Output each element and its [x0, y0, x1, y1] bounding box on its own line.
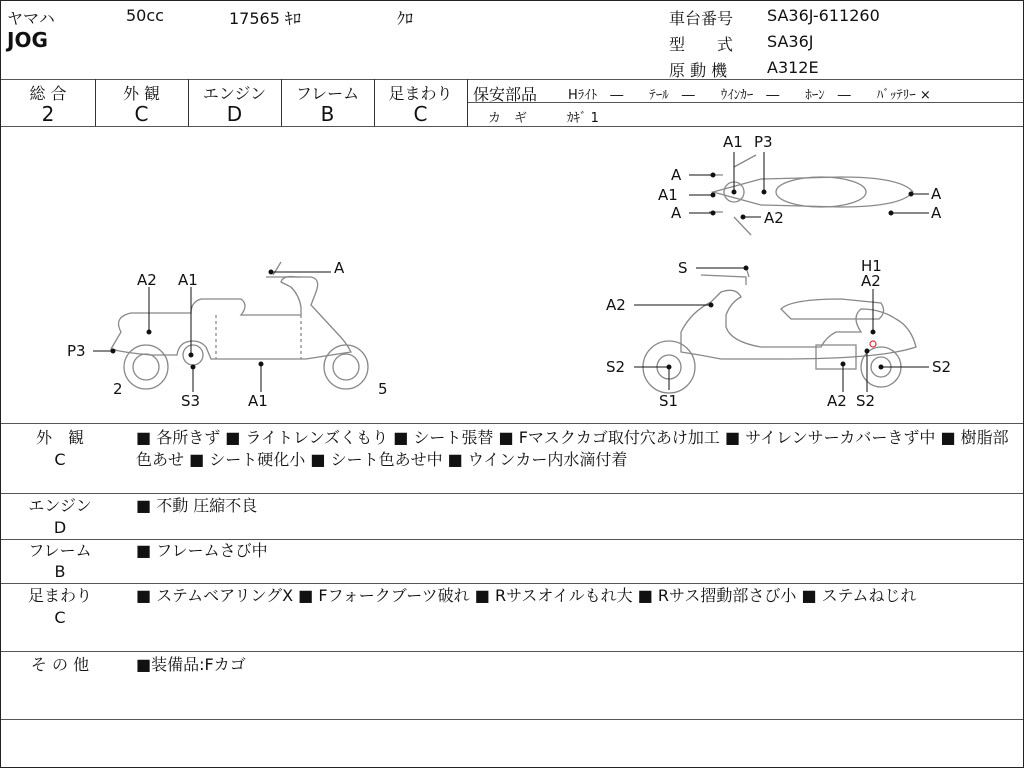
section-suspension-text: ■ ステムベアリングX ■ Fフォークブーツ破れ ■ Rサスオイルもれ大 ■ Rサス摺動部さび小 ■ ステムねじれ [136, 586, 917, 605]
label: A2 [606, 296, 626, 314]
section-engine-text: ■ 不動 圧縮不良 [136, 496, 258, 515]
section-other-label: そ の 他 [30, 655, 90, 674]
section-engine-label: エンジン [28, 496, 92, 515]
label: A [931, 185, 942, 203]
label: A [931, 204, 942, 222]
grade-engine-value: D [226, 102, 243, 126]
type-label: 型 式 [669, 35, 734, 54]
label: S2 [606, 358, 626, 376]
mileage: 17565 ｷﾛ [229, 9, 301, 28]
section-exterior-text: ■ 各所きず ■ ライトレンズくもり ■ シート張替 ■ Fマスクカゴ取付穴あけ加工 ■ サイレンサーカバーきず中 ■ 樹脂部色あせ ■ シート硬化小 ■ シート色あせ中 ■ ウインカー内水滴付着 [136, 428, 1009, 469]
grade-engine-label: エンジン [202, 84, 267, 103]
grade-suspension-value: C [413, 102, 428, 126]
label: S [678, 259, 688, 277]
divider [1, 583, 1023, 584]
label: S1 [659, 392, 679, 410]
maker-name: ヤマハ [7, 9, 55, 28]
section-frame-label: フレーム [28, 541, 92, 560]
label: A2 [137, 271, 157, 289]
engine-label: 原 動 機 [669, 61, 728, 80]
label: A2 [764, 209, 784, 227]
label: A1 [248, 392, 268, 410]
label: A2 [861, 272, 881, 290]
label: A1 [658, 186, 678, 204]
section-suspension-grade: C [54, 608, 66, 627]
label: S2 [856, 392, 876, 410]
grade-total-label: 総 合 [29, 84, 67, 103]
safety-label: 保安部品 [473, 85, 538, 104]
grade-suspension-label: 足まわり [388, 84, 453, 103]
label: 2 [113, 380, 123, 398]
label: A [334, 259, 345, 277]
grade-frame-label: フレーム [295, 84, 360, 103]
section-engine-grade: D [53, 518, 67, 537]
key-value: ｶｷﾞ 1 [567, 111, 599, 126]
section-suspension-label: 足まわり [27, 586, 92, 605]
safety-items: Hﾗｲﾄ ― ﾃｰﾙ ― ｳｲﾝｶｰ ― ﾎｰﾝ ― ﾊﾞｯﾃﾘｰ × [568, 88, 931, 103]
damage-diagram [1, 127, 1023, 423]
grade-exterior-value: C [134, 102, 149, 126]
grade-frame-value: B [320, 102, 335, 126]
divider [1, 493, 1023, 494]
divider [1, 719, 1023, 720]
label: A [671, 166, 682, 184]
chassis-value: SA36J-611260 [767, 6, 880, 25]
key-label: カ ギ [488, 111, 528, 126]
section-exterior-label: 外 観 [35, 428, 84, 447]
label: S2 [932, 358, 952, 376]
engine-value: A312E [767, 58, 819, 77]
label: A1 [723, 133, 743, 151]
displacement: 50cc [126, 6, 164, 25]
model-name: JOG [7, 28, 48, 52]
section-frame-grade: B [54, 562, 66, 581]
label: S3 [181, 392, 201, 410]
section-exterior-grade: C [54, 450, 66, 469]
label: P3 [754, 133, 773, 151]
divider [1, 423, 1023, 424]
divider [1, 651, 1023, 652]
label: 5 [378, 380, 388, 398]
label: A2 [827, 392, 847, 410]
label: H1 [861, 257, 882, 275]
chassis-label: 車台番号 [669, 9, 734, 28]
color: ｸﾛ [397, 9, 414, 28]
label: A1 [178, 271, 198, 289]
section-frame-text: ■ フレームさび中 [136, 541, 268, 560]
label: P3 [67, 342, 86, 360]
divider [1, 79, 1023, 80]
grade-exterior-label: 外 観 [122, 84, 161, 103]
section-other-text: ■装備品:Fカゴ [136, 655, 246, 674]
grade-total-value: 2 [41, 102, 55, 126]
type-value: SA36J [767, 32, 814, 51]
label: A [671, 204, 682, 222]
